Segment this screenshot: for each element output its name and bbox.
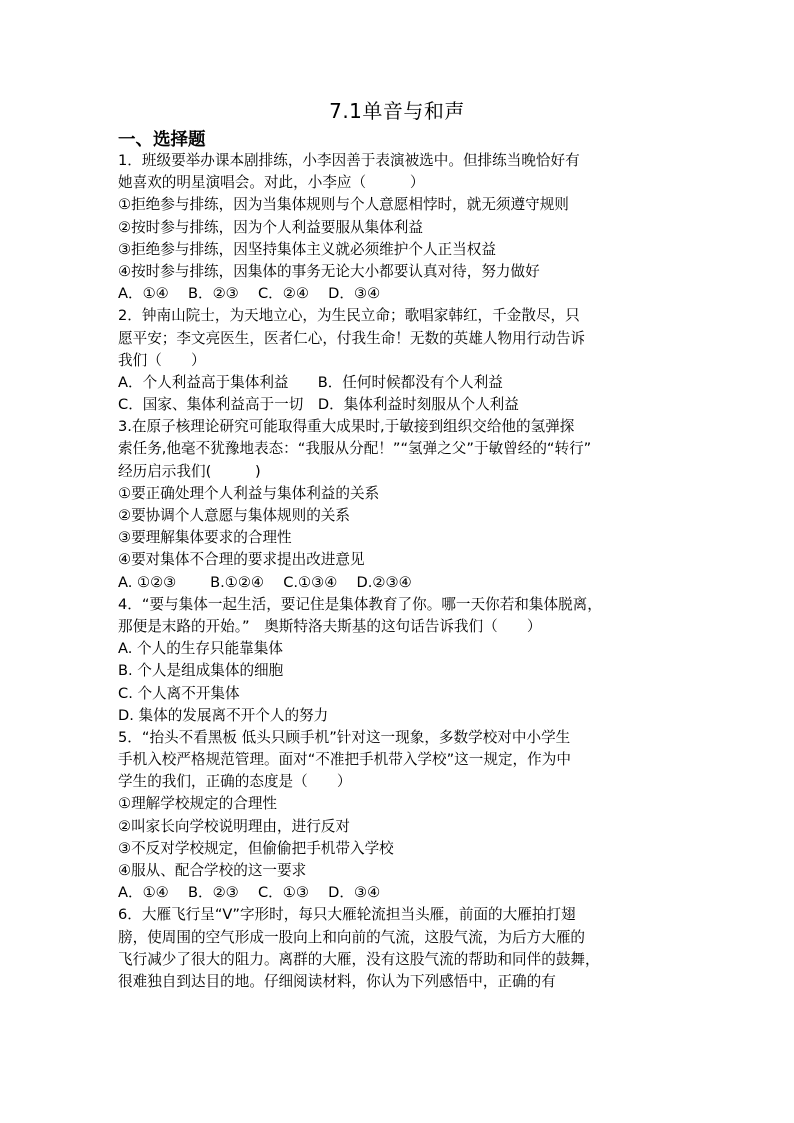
- text-line: ②叫家长向学校说明理由，进行反对: [118, 817, 350, 835]
- text-line: ④服从、配合学校的这一要求: [118, 862, 307, 879]
- text-line: 她喜欢的明星演唱会。对此，小李应（ ）: [118, 174, 425, 192]
- text-line: 手机入校严格规范管理。面对“不准把手机带入学校”这一规定，作为中: [118, 751, 571, 769]
- text-line: 经历启示我们( ): [118, 462, 261, 480]
- text-line: 我们（ ）: [118, 351, 206, 369]
- answer-options: A．①④ B．②③ C．①③ D．③④: [118, 884, 381, 902]
- text-line: 索任务,他毫不犹豫地表态：“我服从分配！”“氢弹之父”于敏曾经的“转行”: [118, 440, 592, 458]
- text-line: 6．大雁飞行呈“V”字形时，每只大雁轮流担当头雁，前面的大雁拍打翅: [118, 906, 576, 924]
- text-line: 那便是末路的开始。” 奥斯特洛夫斯基的这句话告诉我们（ ）: [118, 617, 542, 635]
- text-line: ①理解学校规定的合理性: [118, 795, 278, 813]
- question-body: [118, 150, 678, 993]
- text-line: ④要对集体不合理的要求提出改进意见: [118, 551, 365, 569]
- text-line: ③要理解集体要求的合理性: [118, 529, 292, 547]
- section-heading: 一、选择题: [118, 130, 206, 150]
- text-line: 愿平安；李文亮医生，医者仁心，付我生命！无数的英雄人物用行动告诉: [118, 329, 586, 347]
- text-line: ②要协调个人意愿与集体规则的关系: [118, 507, 350, 524]
- answer-options: A．①④ B．②③ C．②④ D．③④: [118, 285, 381, 303]
- text-line: 1．班级要举办课本剧排练，小李因善于表演被选中。但排练当晚恰好有: [118, 152, 580, 169]
- text-line: 3.在原子核理论研究可能取得重大成果时,于敏接到组织交给他的氢弹探: [118, 418, 575, 436]
- text-line: ④按时参与排练，因集体的事务无论大小都要认真对待，努力做好: [118, 262, 540, 280]
- text-line: 学生的我们，正确的态度是（ ）: [118, 773, 352, 791]
- text-line: ③不反对学校规定，但偷偷把手机带入学校: [118, 839, 394, 857]
- text-line: ①拒绝参与排练，因为当集体规则与个人意愿相悖时，就无须遵守规则: [118, 196, 569, 214]
- answer-options: A. ①②③ B.①②④ C.①③④ D.②③④: [118, 573, 412, 591]
- text-line: C. 个人离不开集体: [118, 684, 240, 702]
- text-line: 5．“抬头不看黑板 低头只顾手机”针对这一现象，多数学校对中小学生: [118, 728, 571, 746]
- text-line: 2．钟南山院士，为天地立心，为生民立命；歌唱家韩红，千金散尽，只: [118, 307, 580, 325]
- text-line: 很难独自到达目的地。仔细阅读材料，你认为下列感悟中，正确的有: [118, 972, 556, 990]
- text-line: A．个人利益高于集体利益 B．任何时候都没有个人利益: [118, 373, 503, 391]
- text-line: ①要正确处理个人利益与集体利益的关系: [118, 484, 380, 502]
- text-line: ②按时参与排练，因为个人利益要服从集体利益: [118, 218, 423, 236]
- text-line: 飞行减少了很大的阻力。离群的大雁，没有这股气流的帮助和同伴的鼓舞，: [118, 950, 600, 968]
- text-line: 4．“要与集体一起生活，要记住是集体教育了你。哪一天你若和集体脱离，: [118, 595, 602, 613]
- text-line: C．国家、集体利益高于一切 D．集体利益时刻服从个人利益: [118, 396, 519, 414]
- page-title: 7.1单音与和声: [329, 99, 465, 123]
- text-line: B. 个人是组成集体的细胞: [118, 662, 284, 680]
- text-line: 膀，使周围的空气形成一股向上和向前的气流，这股气流，为后方大雁的: [118, 928, 586, 946]
- text-line: ③拒绝参与排练，因坚持集体主义就必须维护个人正当权益: [118, 240, 496, 258]
- text-line: D. 集体的发展离不开个人的努力: [118, 706, 329, 724]
- text-line: A. 个人的生存只能靠集体: [118, 640, 283, 658]
